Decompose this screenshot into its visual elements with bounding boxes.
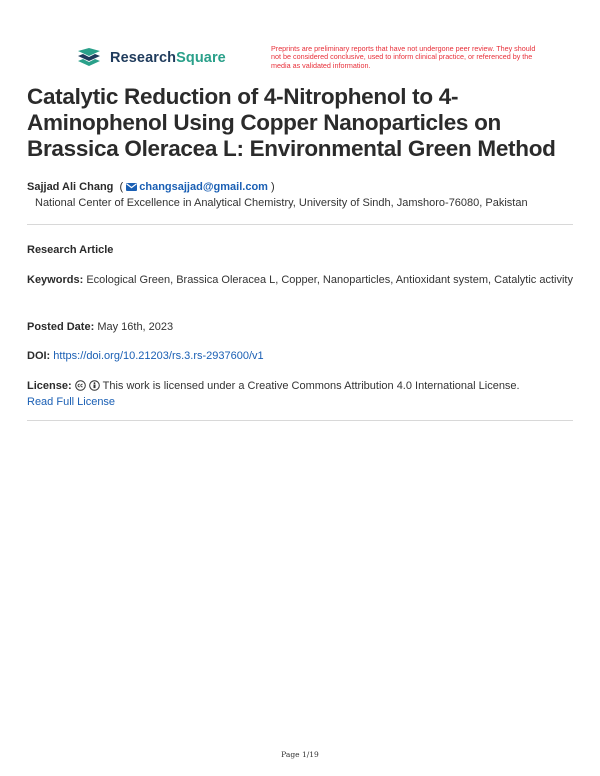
author-line: [27, 181, 275, 193]
logo-wordmark: [110, 50, 226, 66]
license-section: [27, 378, 573, 410]
mail-icon: [126, 183, 137, 191]
keywords-section: [27, 272, 573, 288]
research-square-logo-icon: [75, 48, 102, 68]
logo-word-research: Research: [110, 50, 177, 66]
cc-icon: [75, 380, 86, 391]
posted-date-value: May 16th, 2023: [97, 321, 174, 333]
author-affiliation: National Center of Excellence in Analytical Chemistry, University of Sindh, Jamshoro-76080, Pakistan: [35, 197, 528, 209]
article-type-value: Research Article: [27, 244, 114, 256]
research-square-logo[interactable]: [75, 48, 226, 68]
license-label: License:: [27, 380, 72, 392]
doi-section: [27, 348, 573, 364]
logo-word-square: Square: [176, 50, 226, 66]
author-paren-close: ): [271, 181, 275, 193]
by-icon: [89, 380, 100, 391]
keywords-value: Ecological Green, Brassica Oleracea L, Copper, Nanoparticles, Antioxidant system, Catalytic activity: [86, 274, 573, 286]
doi-link[interactable]: https://doi.org/10.21203/rs.3.rs-2937600/v1: [53, 350, 264, 362]
author-email-link[interactable]: [126, 181, 271, 193]
posted-date-section: [27, 319, 573, 335]
author-name: Sajjad Ali Chang: [27, 181, 114, 193]
license-text: This work is licensed under a Creative Commons Attribution 4.0 International License.: [102, 380, 520, 392]
preprint-disclaimer: Preprints are preliminary reports that have not undergone peer review. They should not be considered conclusive, used to inform clinical practice, or referenced by the media as validated information.: [271, 44, 536, 70]
author-paren-open: (: [116, 181, 124, 193]
divider-bottom: [27, 420, 573, 421]
doi-label: DOI:: [27, 350, 51, 362]
article-type: [27, 242, 573, 258]
author-email: changsajjad@gmail.com: [139, 181, 268, 193]
page-number: Page 1/19: [281, 750, 319, 759]
divider-top: [27, 224, 573, 225]
paper-title: Catalytic Reduction of 4-Nitrophenol to 4-Aminophenol Using Copper Nanoparticles on Brassica Oleracea L: Environmental Green Method: [27, 84, 556, 161]
posted-date-label: Posted Date:: [27, 321, 95, 333]
read-full-license-link[interactable]: Read Full License: [27, 396, 116, 408]
keywords-label: Keywords:: [27, 274, 84, 286]
